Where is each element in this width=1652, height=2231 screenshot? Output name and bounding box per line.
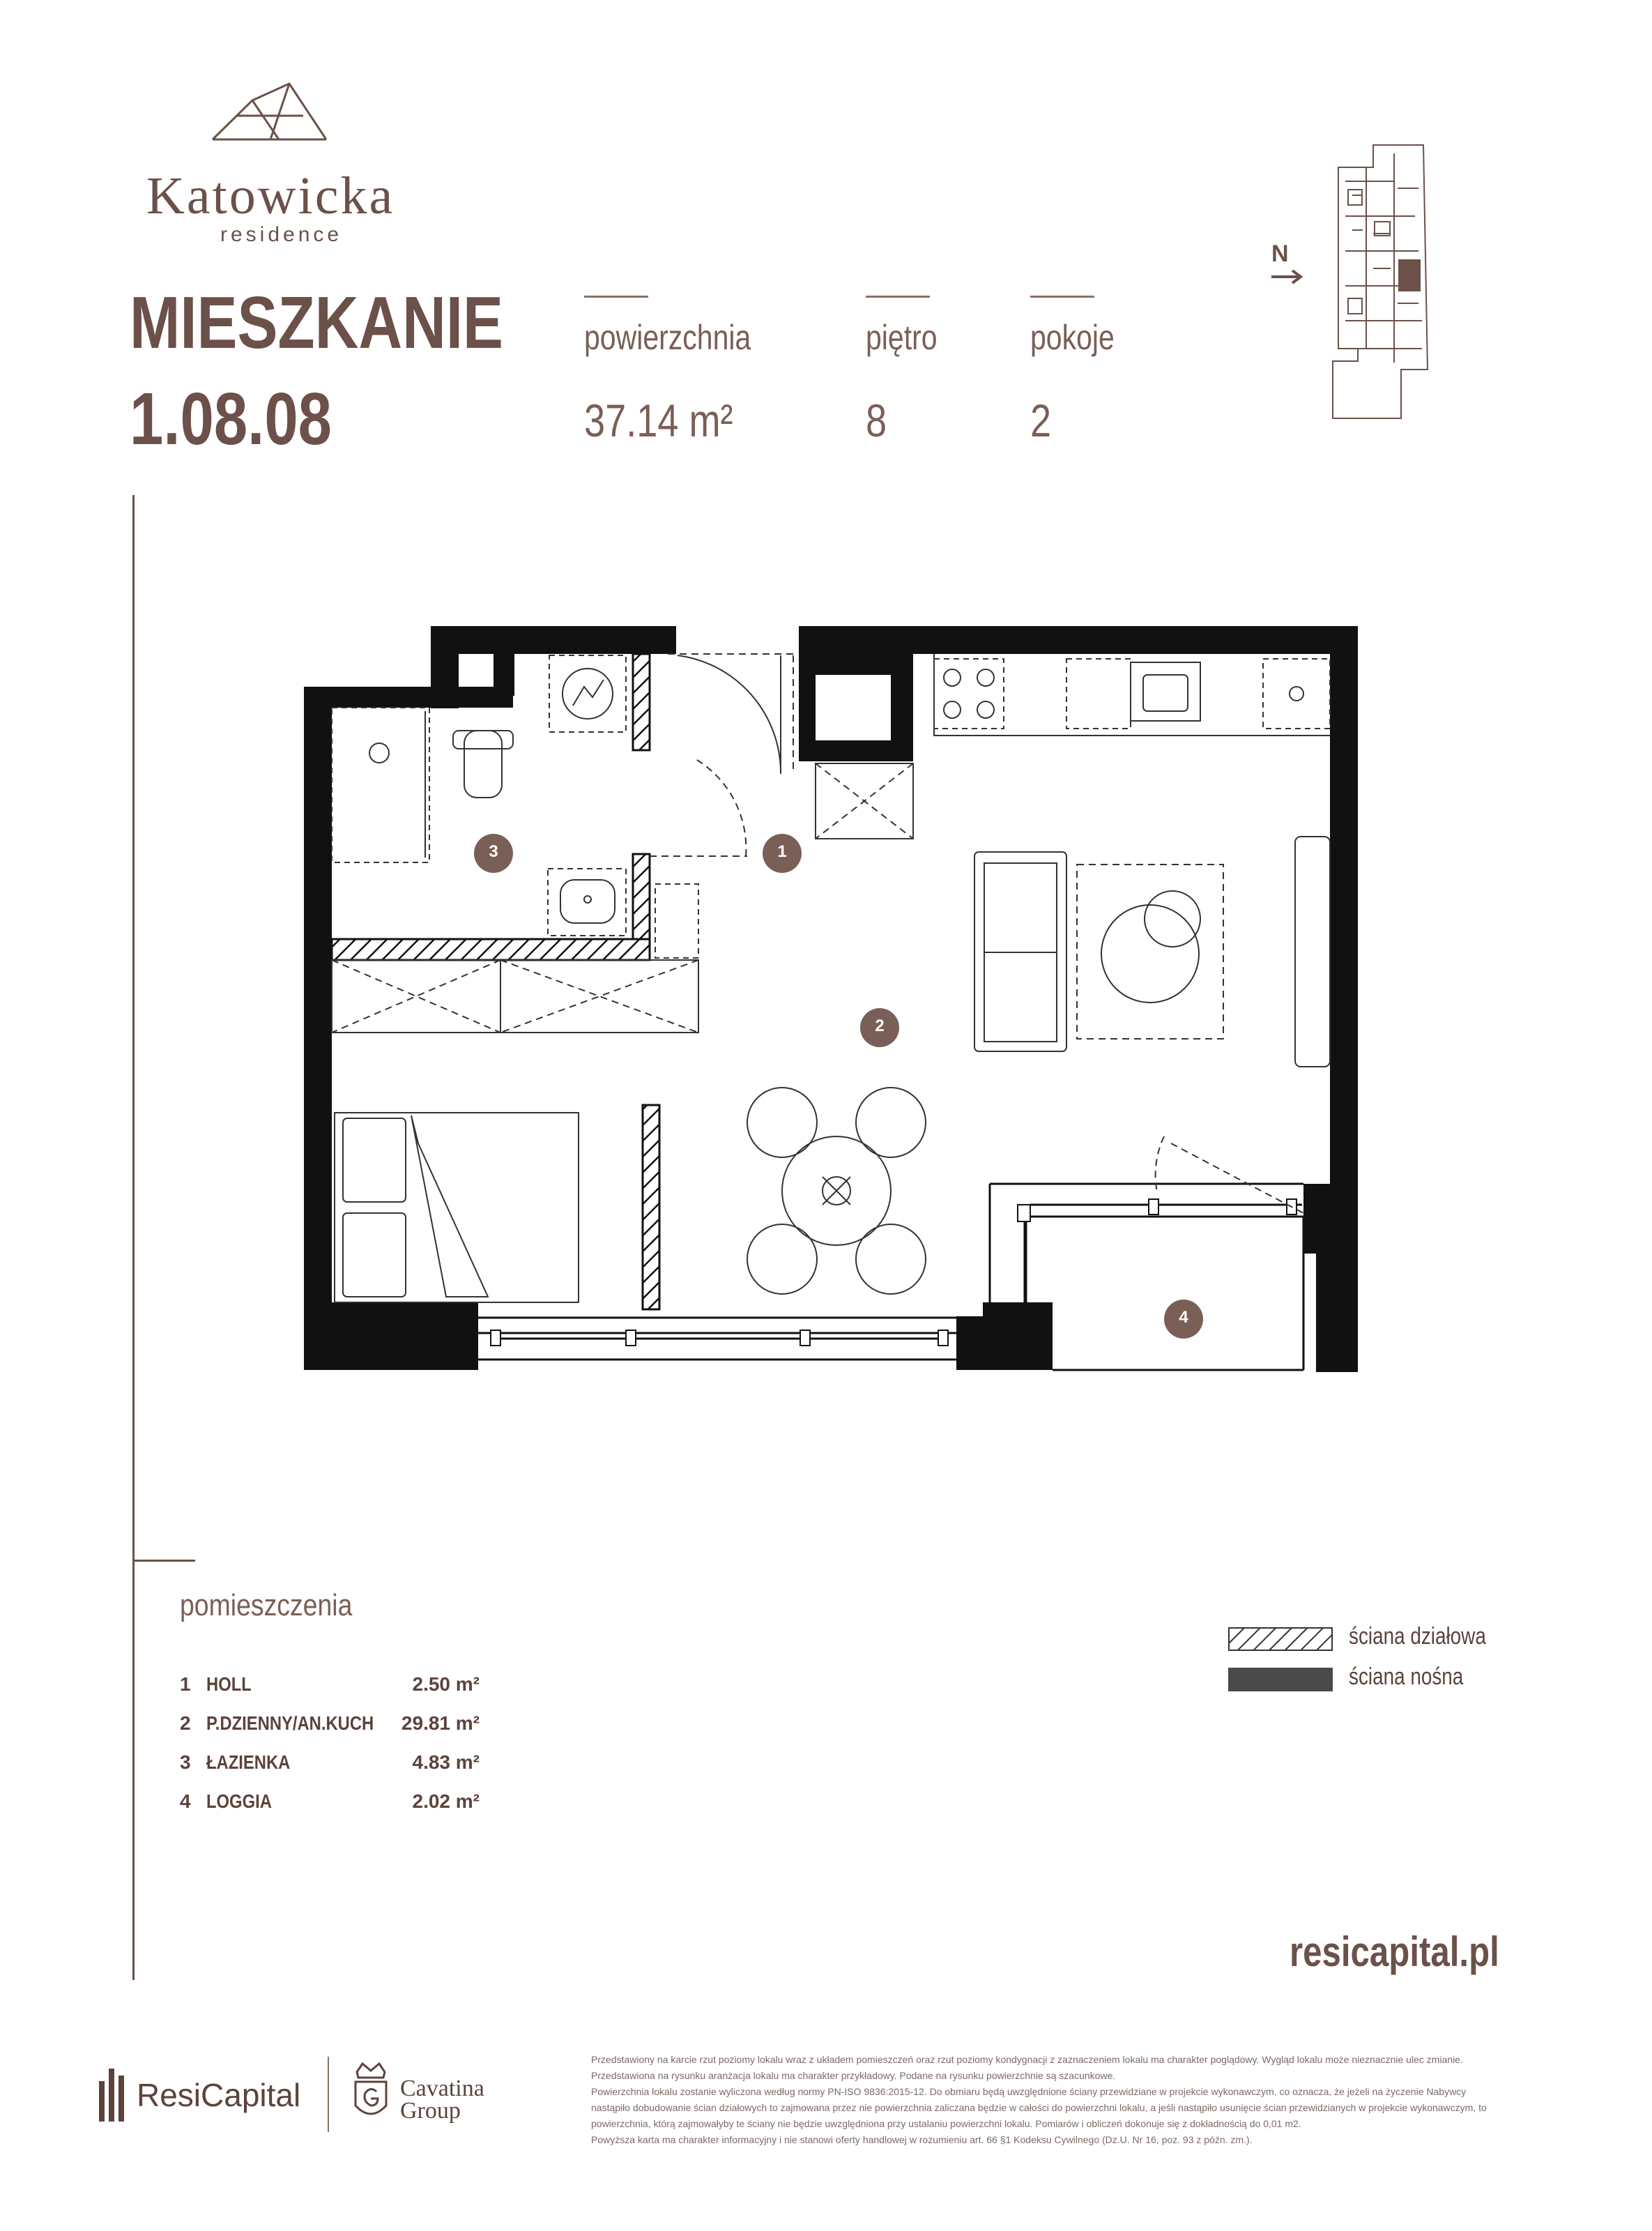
room-area: 2.02 m² [412,1790,480,1812]
room-badge-1: 1 [777,842,787,861]
stat-floor-label: piętro [866,318,938,357]
stat-area-label: powierzchnia [584,318,751,357]
cavatina-crest-icon [350,2057,392,2126]
disclaimer-line: Przedstawiony na karcie rzut poziomy lokalu wraz z układem pomieszczeń oraz rzut poziomy kondygnacji z zaznaczeniem lokalu ma charakter poglądowy. Wygląd lokalu może nieznacznie ulec zmianie. [591,2054,1463,2065]
stat-area-value: 37.14 m² [584,395,733,446]
cavatina-line-2: Group [400,2098,461,2124]
compass-north-label: N [1271,241,1289,267]
apartment-label: MIESZKANIE [130,282,504,364]
stat-rooms-value: 2 [1030,395,1052,446]
room-row [180,1712,500,1740]
room-number: 1 [180,1673,191,1695]
footer-divider [328,2057,329,2132]
room-area: 2.50 m² [412,1673,480,1695]
load-bearing-wall-swatch [1228,1668,1333,1691]
website-link[interactable]: resicapital.pl [1290,1928,1499,1975]
disclaimer-line: Powierzchnia lokalu zostanie wyliczona według normy PN-ISO 9836:2015-12. Do obmiaru będą uwzględnione ściany przewidziane w projekcie wykonawczym, co oznacza, że jeżeli na życzenie Nabywcy nastąpiło dobudowanie ścian działowych to zajmowana przez nie powierzchnia zaliczana będzie w całości do powierzchni lokalu, a jeśli nastąpiło usunięcie ścian przewidzianych w projekcie wykonawczym, to powierzchnia, którą zajmowałyby te ściany nie będzie uwzględniona przy ustalaniu powierzchni lokalu. Pomiarów i obliczeń dokonuje się z dokładnością do 0,01 m2. [591,2086,1487,2129]
room-badge-4: 4 [1179,1308,1188,1327]
resicapital-logo-icon [98,2060,132,2123]
load-bearing-walls [304,626,1358,1372]
room-area: 4.83 m² [412,1751,480,1773]
room-area: 29.81 m² [401,1712,480,1734]
room-badge-2: 2 [875,1016,885,1035]
disclaimer-line: Przedstawiona na rysunku aranżacja lokalu ma charakter przykładowy. Podane na rysunku powierzchnie są szacunkowe. [591,2070,1116,2081]
room-number: 2 [180,1712,191,1734]
brand-subtitle: residence [220,223,343,246]
room-name: HOLL [206,1673,252,1695]
room-badges [474,834,1203,1339]
disclaimer [591,2052,1490,2148]
room-name: LOGGIA [206,1790,272,1812]
room-row [180,1790,500,1818]
cavatina-line-1: Cavatina [400,2076,484,2101]
section-rule [132,1560,195,1562]
brand-name: Katowicka [146,167,395,225]
resicapital-logo-text: ResiCapital [137,2077,301,2113]
room-row [180,1673,500,1701]
room-badge-3: 3 [489,842,498,861]
apartment-number: 1.08.08 [130,378,332,460]
room-name: P.DZIENNY/AN.KUCH [206,1712,374,1734]
room-name: ŁAZIENKA [206,1751,291,1773]
room-row [180,1751,500,1779]
load-bearing-wall-label: ściana nośna [1349,1663,1464,1690]
room-number: 3 [180,1751,191,1773]
stat-floor-value: 8 [866,395,887,446]
cavatina-logo-text [400,2078,484,2122]
stat-rooms-label: pokoje [1030,318,1115,357]
rooms-title: pomieszczenia [180,1588,353,1622]
disclaimer-line: Powyższa karta ma charakter informacyjny i nie stanowi oferty handlowej w rozumieniu art. 66 §1 Kodeksu Cywilnego (Dz.U. Nr 16, poz. 93 z późn. zm.). [591,2134,1253,2145]
partition-wall-swatch [1228,1627,1333,1651]
room-number: 4 [180,1790,191,1812]
partition-wall-label: ściana działowa [1349,1623,1486,1650]
